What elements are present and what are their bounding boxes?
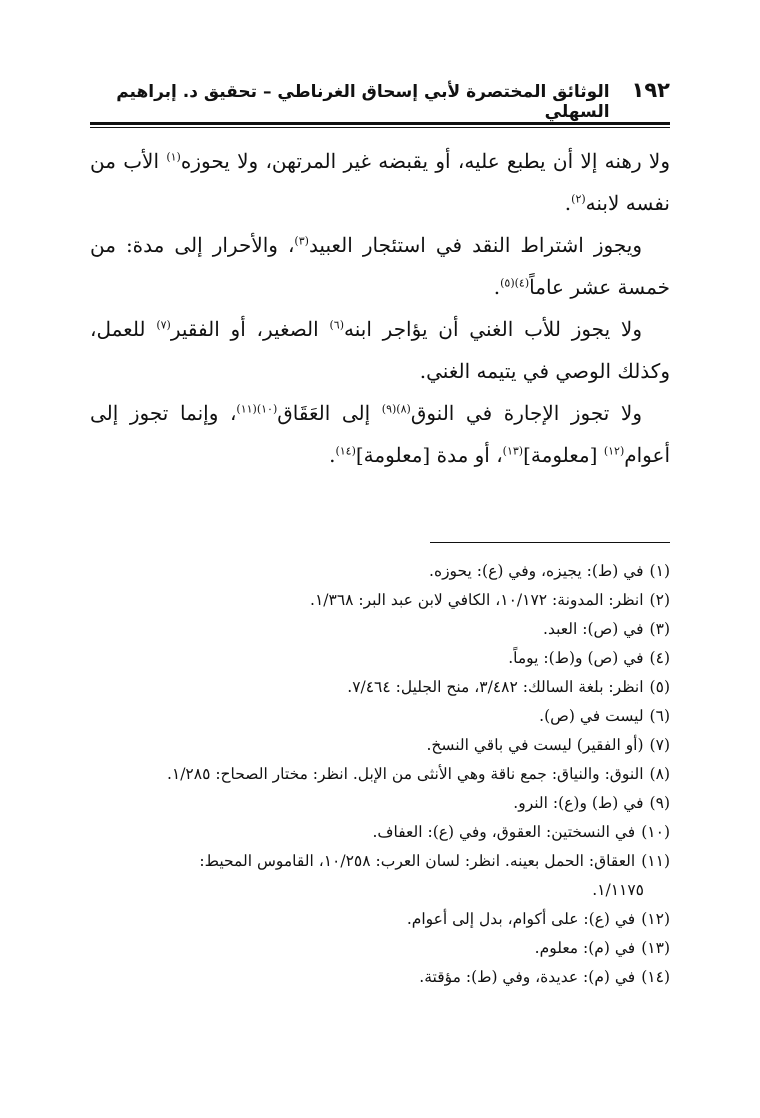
footnote-10 <box>90 818 670 847</box>
footnote-number: (٢) <box>649 591 670 609</box>
text-run: ، أو مدة [معلومة] <box>355 443 503 467</box>
text-run: [معلومة] <box>523 443 604 467</box>
footnote-ref: (٣) <box>294 234 309 248</box>
footnote-number: (١٢) <box>641 910 670 928</box>
footnote-number: (١) <box>649 562 670 580</box>
footnote-ref: (١٣) <box>502 444 524 458</box>
footnote-text: في (ط): يجيزه، وفي (ع): يحوزه. <box>429 562 644 580</box>
book-page <box>90 78 670 992</box>
footnote-text: في النسختين: العقوق، وفي (ع): العفاف. <box>372 823 636 841</box>
footnote-text: ليست في (ص). <box>539 707 644 725</box>
footnote-number: (٧) <box>649 736 670 754</box>
footnote-ref: (٤)(٥) <box>500 276 530 290</box>
text-run: . <box>329 443 336 467</box>
text-run: الأب من نفسه لابنه <box>90 149 670 215</box>
footnote-number: (٦) <box>649 707 670 725</box>
paragraph-3 <box>90 308 670 392</box>
footnote-13 <box>90 934 670 963</box>
footnote-5 <box>90 673 670 702</box>
paragraph-4 <box>90 392 670 476</box>
footnote-number: (٥) <box>649 678 670 696</box>
text-run: الصغير، أو الفقير <box>170 317 330 341</box>
footnote-text: انظر: المدونة: ١٠/١٧٢، الكافي لابن عبد البر: ١/٣٦٨. <box>310 591 644 609</box>
footnote-text: النوق: والنياق: جمع ناقة وهي الأنثى من الإبل. انظر: مختار الصحاح: ١/٢٨٥. <box>166 765 644 783</box>
footnote-ref: (٢) <box>571 192 586 206</box>
page-number: ١٩٢ <box>631 78 670 102</box>
footnote-14 <box>90 963 670 992</box>
text-run: ولا تجوز الإجارة في النوق <box>410 401 642 425</box>
footnotes <box>90 557 670 992</box>
text-run: . <box>493 275 501 299</box>
footnote-ref: (١٠)(١١) <box>236 402 278 416</box>
footnote-1 <box>90 557 670 586</box>
footnote-text: (أو الفقير) ليست في باقي النسخ. <box>426 736 644 754</box>
footnote-number: (٨) <box>649 765 670 783</box>
text-run: إلى العَقَاق <box>277 401 382 425</box>
text-run: للعمل، وكذلك الوصي في يتيمه الغني. <box>90 317 670 383</box>
footnote-number: (٤) <box>649 649 670 667</box>
footnote-7 <box>90 731 670 760</box>
footnote-text: في (م): عديدة، وفي (ط): مؤقتة. <box>419 968 636 986</box>
footnote-text: في (م): معلوم. <box>534 939 636 957</box>
footnote-ref: (٧) <box>156 318 171 332</box>
footnote-text: في (ط) و(ع): النرو. <box>513 794 644 812</box>
footnote-number: (١٣) <box>641 939 670 957</box>
footnote-text: في (ص) و(ط): يوماً. <box>508 649 644 667</box>
footnote-text: العقاق: الحمل بعينه. انظر: لسان العرب: ١٠/٢٥٨، القاموس المحيط: <box>199 852 636 870</box>
footnote-number: (٩) <box>649 794 670 812</box>
footnote-ref: (١٤) <box>335 444 356 458</box>
footnote-ref: (١) <box>166 150 181 164</box>
page-header <box>90 78 670 122</box>
running-title: الوثائق المختصرة لأبي إسحاق الغرناطي – تحقيق د. إبراهيم السهلي <box>116 82 610 122</box>
header-rule-thick <box>90 122 670 125</box>
footnote-8 <box>90 760 670 789</box>
footnote-6 <box>90 702 670 731</box>
text-run: ، والأحرار إلى مدة: من خمسة عشر عاماً <box>90 233 670 299</box>
footnote-separator <box>430 542 670 543</box>
paragraph-1 <box>90 140 670 224</box>
footnote-number: (١٤) <box>641 968 670 986</box>
text-run: ، وإنما تجوز إلى أعوام <box>90 401 670 467</box>
footnote-number: (٣) <box>649 620 670 638</box>
footnote-ref: (٨)(٩) <box>381 402 411 416</box>
text-run: ويجوز اشتراط النقد في استئجار العبيد <box>308 233 642 257</box>
footnote-ref: (١٢) <box>603 444 625 458</box>
footnote-text: في (ع): على أكوام، بدل إلى أعوام. <box>406 910 636 928</box>
text-run: ولا رهنه إلا أن يطبع عليه، أو يقبضه غير المرتهن، ولا يحوزه <box>180 149 670 173</box>
text-run: ولا يجوز للأب الغني أن يؤاجر ابنه <box>344 317 642 341</box>
footnote-text: في (ص): العبد. <box>543 620 644 638</box>
paragraph-2 <box>90 224 670 308</box>
footnote-ref: (٦) <box>329 318 344 332</box>
footnote-4 <box>90 644 670 673</box>
main-text <box>90 140 670 476</box>
footnote-11 <box>90 847 670 876</box>
header-rule-thin <box>90 127 670 128</box>
footnote-3 <box>90 615 670 644</box>
footnote-number: (١٠) <box>641 823 670 841</box>
footnote-number: (١١) <box>641 852 670 870</box>
footnote-2 <box>90 586 670 615</box>
footnote-9 <box>90 789 670 818</box>
text-run: . <box>564 191 572 215</box>
footnote-12 <box>90 905 670 934</box>
footnote-11-continuation: ١/١١٧٥. <box>592 881 644 899</box>
footnote-text: انظر: بلغة السالك: ٣/٤٨٢، منح الجليل: ٧/٤٦٤. <box>347 678 644 696</box>
